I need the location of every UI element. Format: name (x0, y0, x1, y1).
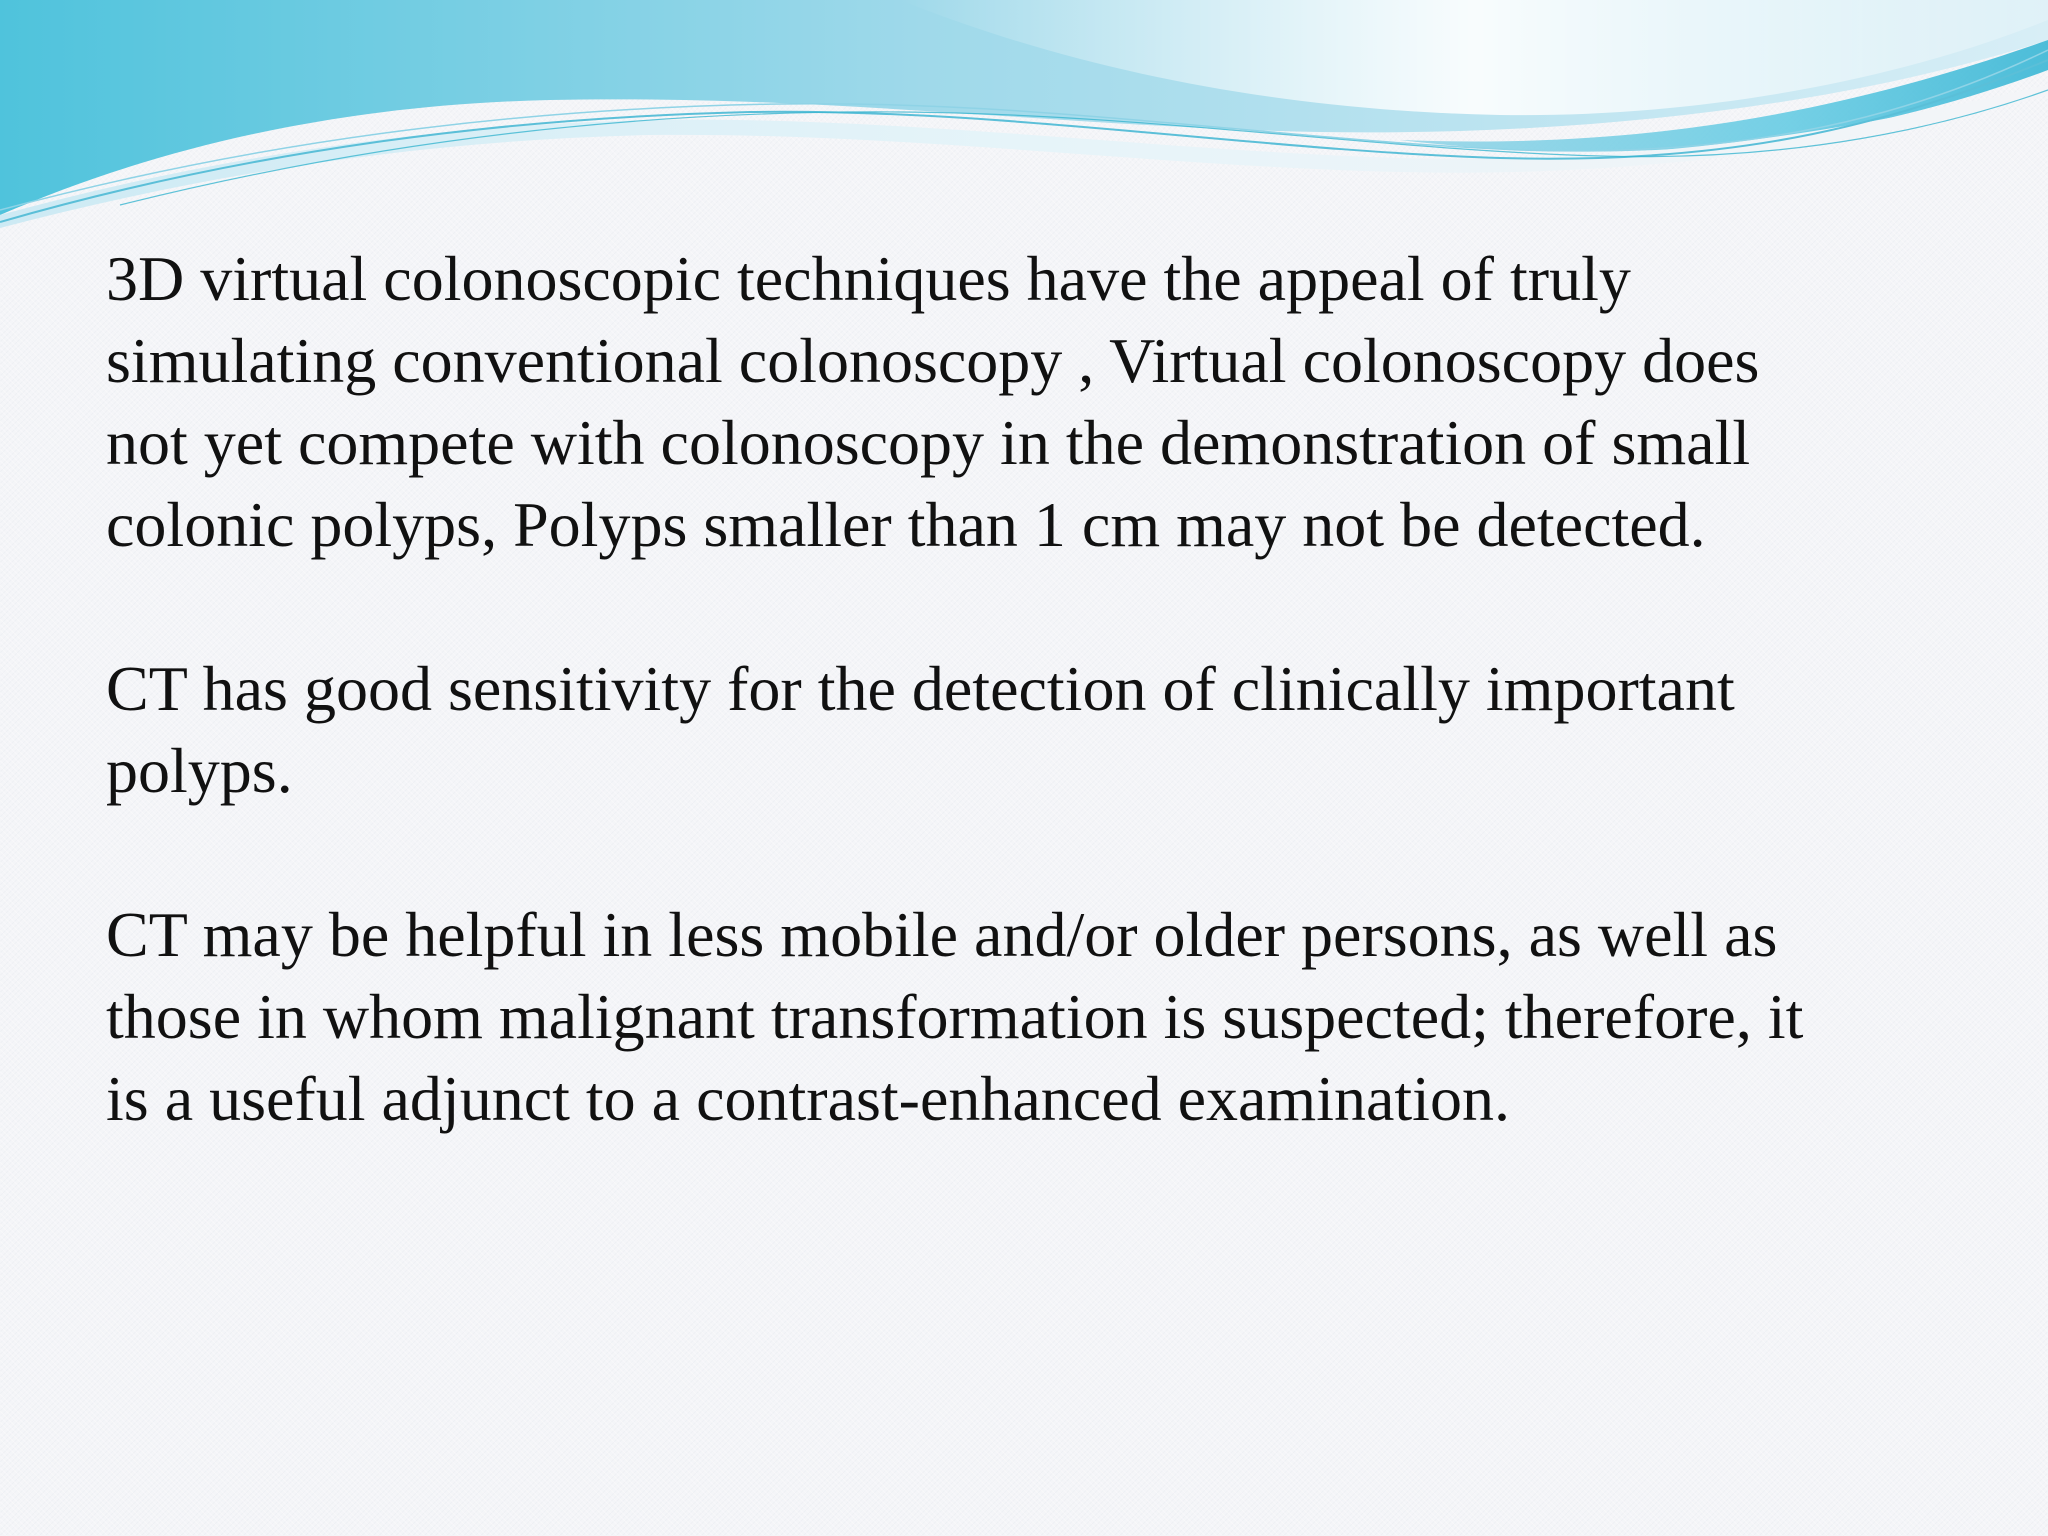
paragraph-ct-helpful: CT may be helpful in less mobile and/or older persons, as well as those in whom malignant transformation is suspected; therefore, it is a useful adjunct to a contrast-enhanced examination. (106, 899, 1804, 1134)
paragraph-ct-sensitivity: CT has good sensitivity for the detection of clinically important polyps. (106, 653, 1735, 806)
paragraph-virtual-colonoscopy: 3D virtual colonoscopic techniques have the appeal of truly simulating conventional colonoscopy , Virtual colonoscopy does not yet compete with colonoscopy in the demonstration of small colonic polyps, Polyps smaller than 1 cm may not be detected. (106, 243, 1760, 560)
slide-body (106, 238, 1966, 1222)
wave-header-decoration (0, 0, 2048, 240)
